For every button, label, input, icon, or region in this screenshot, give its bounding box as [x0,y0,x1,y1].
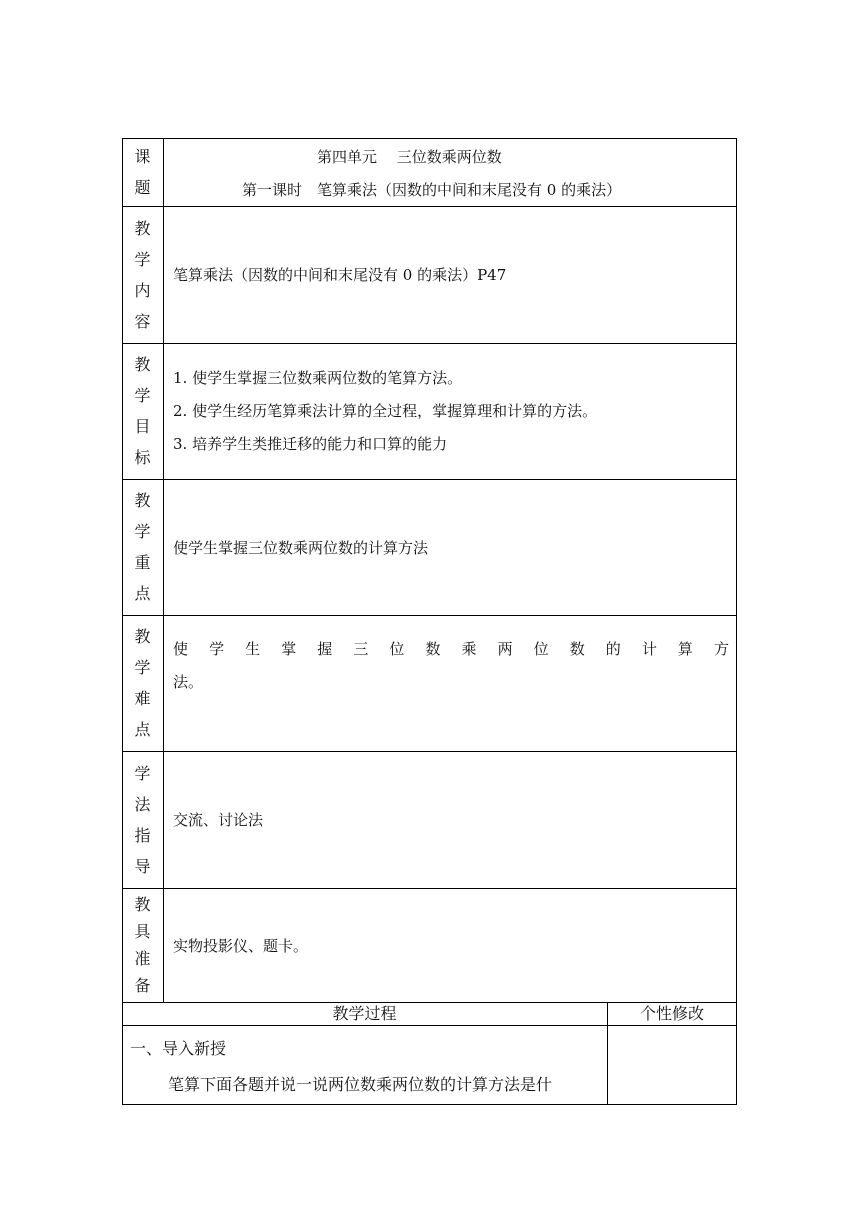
table-border-bottom [122,1104,737,1105]
content-text: 笔算乘法（因数的中间和末尾没有 0 的乘法）P47 [173,266,507,284]
method-text: 交流、讨论法 [173,811,264,829]
tools-text: 实物投影仪、题卡。 [173,936,309,955]
row-divider [122,615,737,616]
key-point-text: 使学生掌握三位数乘两位数的计算方法 [173,538,429,557]
difficulty-label: 教 学 难 点 [134,627,151,739]
goals-label: 教 学 目 标 [134,355,151,467]
goal-item: 1. 使学生掌握三位数乘两位数的笔算方法。 [173,369,463,387]
process-heading: 一、导入新授 [130,1039,227,1058]
table-border-right [736,138,737,1105]
title-label: 课 题 [134,147,151,197]
revision-header: 个性修改 [639,1004,704,1023]
goals-list [173,362,729,461]
lesson-title: 第一课时 笔算乘法（因数的中间和末尾没有 0 的乘法） [242,181,622,199]
label-column-divider [163,138,164,1002]
process-header: 教学过程 [332,1004,397,1023]
process-text: 笔算下面各题并说一说两位数乘两位数的计算方法是什 [168,1075,553,1094]
row-divider [122,1025,737,1026]
table-border-top [122,138,737,139]
tools-label: 教 具 准 备 [134,895,151,995]
difficulty-line-1: 使 学 生 掌 握 三 位 数 乘 两 位 数 的 计 算 方 [173,640,729,658]
goal-item: 3. 培养学生类推迁移的能力和口算的能力 [173,435,448,453]
difficulty-text [173,638,729,692]
method-label: 学 法 指 导 [134,763,151,876]
key-point-label: 教 学 重 点 [134,491,151,603]
difficulty-line-2: 法。 [173,673,204,691]
content-label: 教 学 内 容 [134,218,151,331]
row-divider [122,343,737,344]
lesson-plan-table [122,138,737,1105]
unit-title: 第四单元 三位数乘两位数 [317,148,502,166]
goal-item: 2. 使学生经历笔算乘法计算的全过程，掌握算理和计算的方法。 [173,402,598,420]
